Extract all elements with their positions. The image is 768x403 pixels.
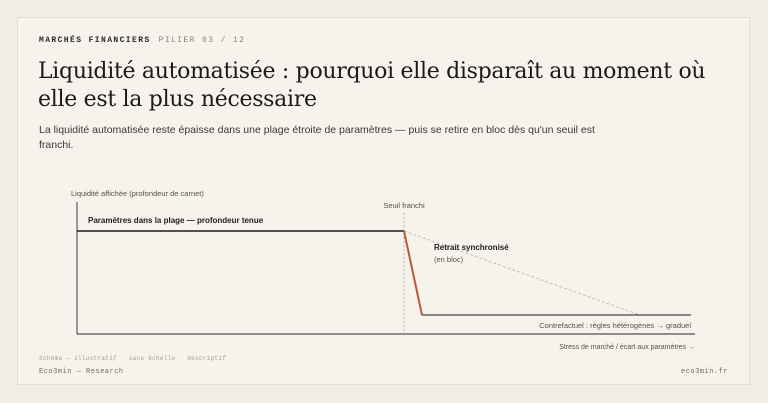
pillar-label: PILIER 03 / 12 [158,36,246,45]
brand-label: Eco3min — Research [39,368,124,376]
threshold-label: Seuil franchi [383,201,425,210]
withdrawal-label: Retrait synchronisé [434,243,509,252]
site-link[interactable]: eco3min.fr [680,368,728,376]
counterfactual-label: Contrefactuel : règles hétérogènes → graduel [539,321,691,330]
page-title: Liquidité automatisée : pourquoi elle disparaît au moment où elle est la plus nécessaire [38,59,706,112]
plateau-label: Paramètres dans la plage — profondeur tenue [88,216,264,225]
withdrawal-drop-line [404,231,422,315]
y-axis-label: Liquidité affichée (profondeur de carnet) [71,189,204,198]
withdrawal-sublabel: (en bloc) [434,255,464,264]
liquidity-diagram [18,18,751,386]
x-axis-label: Stress de marché / écart aux paramètres → [559,344,695,351]
diagram-footnote: Schéma — illustratif · sans échelle · descriptif [39,355,227,362]
section-label: MARCHÉS FINANCIERS [39,36,151,45]
card [17,17,750,385]
page-subtitle: La liquidité automatisée reste épaisse dans une plage étroite de paramètres — puis se retire en bloc dès qu'un seuil est franchi. [39,124,595,151]
